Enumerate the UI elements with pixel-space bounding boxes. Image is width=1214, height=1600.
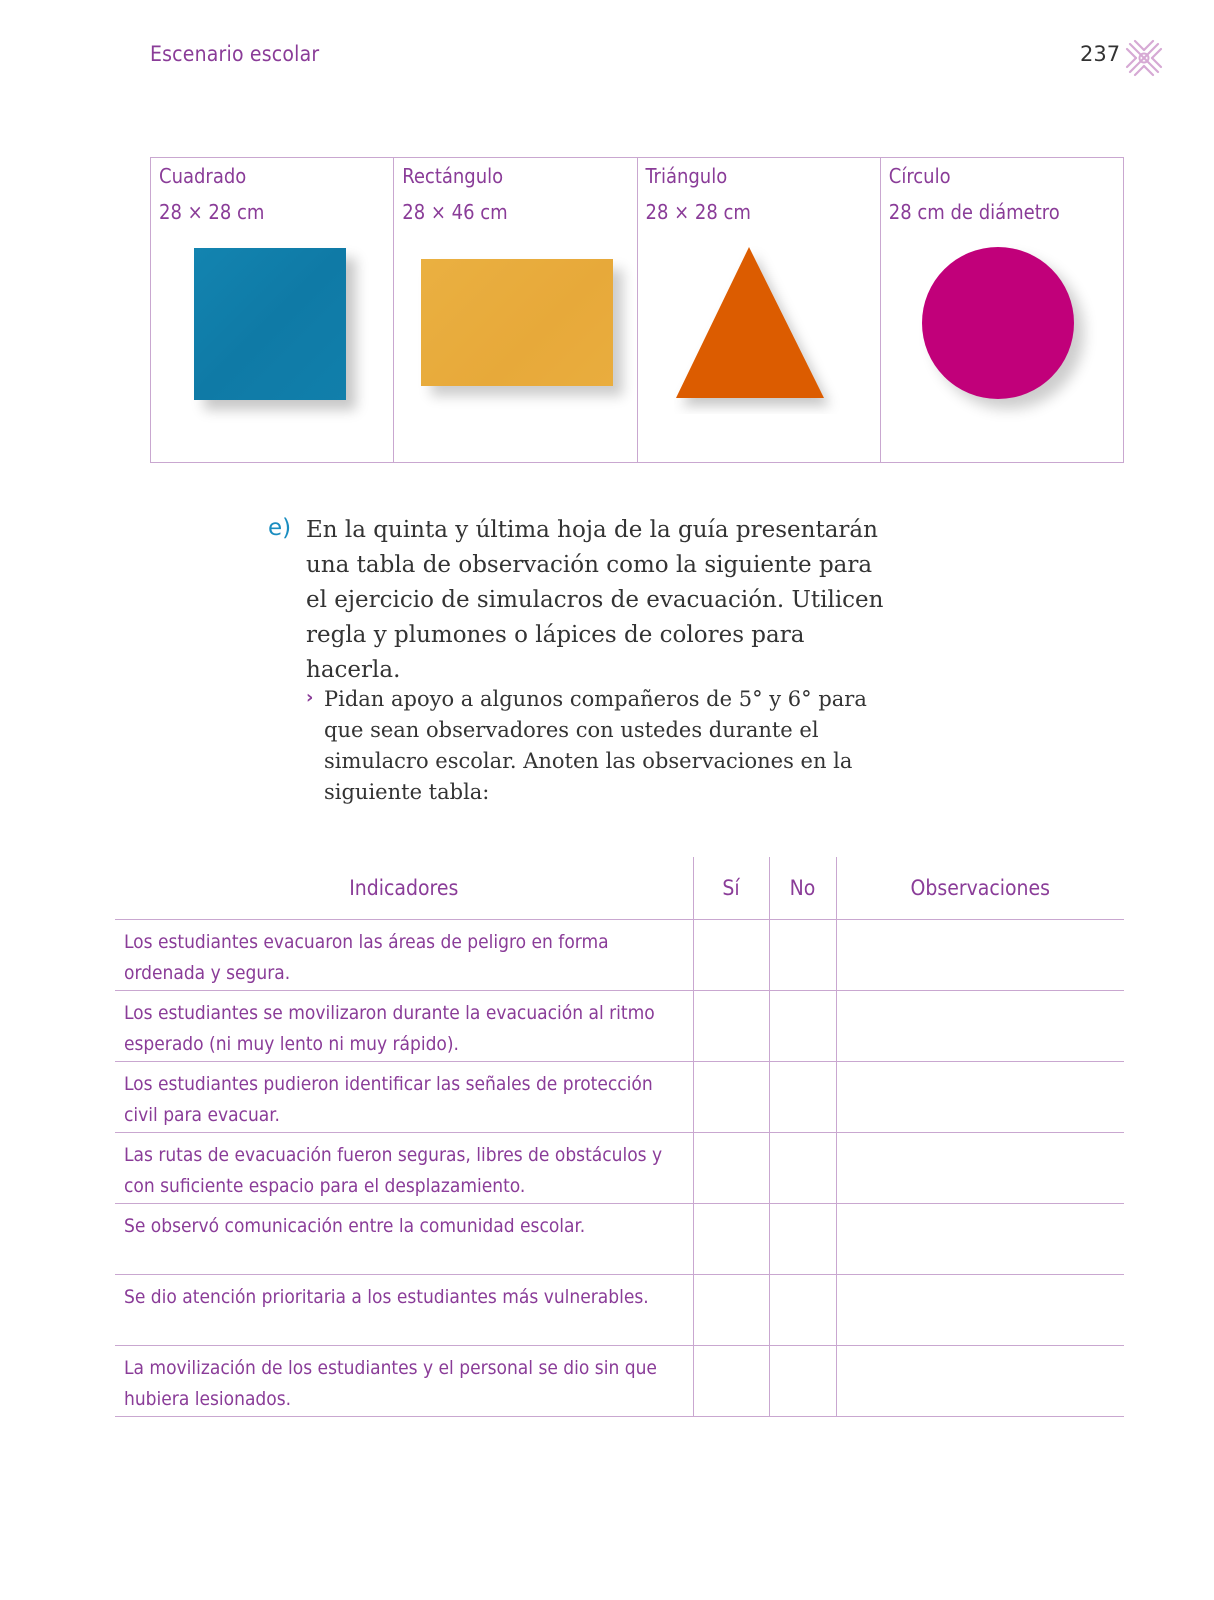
header-no: No	[769, 857, 836, 920]
magenta-circle-shape	[922, 247, 1074, 399]
shape-dimensions: 28 × 28 cm	[645, 200, 751, 224]
observations-cell[interactable]	[836, 991, 1124, 1062]
shape-cell-rectangle	[394, 158, 637, 462]
observation-table	[115, 857, 1124, 1417]
star-ornament-icon	[1124, 38, 1164, 78]
table-header-row	[115, 857, 1124, 920]
shapes-strip	[150, 157, 1124, 463]
indicator-text: Los estudiantes se movilizaron durante la evacuación al ritmo esperado (ni muy lento ni muy rápido).	[124, 1002, 655, 1055]
item-letter: e)	[268, 515, 292, 541]
si-cell[interactable]	[693, 991, 769, 1062]
indicator-text: Se observó comunicación entre la comunidad escolar.	[124, 1215, 586, 1237]
shape-name: Triángulo	[645, 164, 728, 188]
shape-name: Rectángulo	[402, 164, 504, 188]
no-cell[interactable]	[769, 991, 836, 1062]
shape-name: Círculo	[888, 164, 951, 188]
no-cell[interactable]	[769, 1062, 836, 1133]
table-row	[115, 1133, 1124, 1204]
no-cell[interactable]	[769, 1346, 836, 1417]
header-observaciones: Observaciones	[836, 857, 1124, 920]
yellow-rectangle-shape	[421, 259, 613, 386]
indicator-text: La movilización de los estudiantes y el personal se dio sin que hubiera lesionados.	[124, 1357, 657, 1410]
table-row	[115, 1204, 1124, 1275]
si-cell[interactable]	[693, 1062, 769, 1133]
table-row	[115, 1275, 1124, 1346]
si-cell[interactable]	[693, 1133, 769, 1204]
shape-cell-square	[151, 158, 394, 462]
instruction-text: En la quinta y última hoja de la guía presentarán una tabla de observación como la siguiente para el ejercicio de simulacros de evacuación. Utilicen regla y plumones o lápices de colores para hacerla.	[306, 517, 884, 683]
observations-cell[interactable]	[836, 1204, 1124, 1275]
observations-cell[interactable]	[836, 1275, 1124, 1346]
orange-triangle-shape	[674, 244, 844, 414]
indicator-text: Los estudiantes evacuaron las áreas de peligro en forma ordenada y segura.	[124, 931, 609, 984]
header-si: Sí	[693, 857, 769, 920]
no-cell[interactable]	[769, 920, 836, 991]
observations-cell[interactable]	[836, 1346, 1124, 1417]
table-row	[115, 1346, 1124, 1417]
table-row	[115, 991, 1124, 1062]
shape-dimensions: 28 × 28 cm	[159, 200, 265, 224]
bullet-chevron-icon: ›	[306, 687, 314, 708]
si-cell[interactable]	[693, 1204, 769, 1275]
shape-cell-triangle	[638, 158, 881, 462]
table-row	[115, 920, 1124, 991]
header-indicadores: Indicadores	[115, 857, 693, 920]
indicator-text: Los estudiantes pudieron identificar las señales de protección civil para evacuar.	[124, 1073, 653, 1126]
page-number: 237	[1080, 42, 1121, 66]
no-cell[interactable]	[769, 1275, 836, 1346]
si-cell[interactable]	[693, 920, 769, 991]
indicator-text: Las rutas de evacuación fueron seguras, libres de obstáculos y con suficiente espacio para el desplazamiento.	[124, 1144, 663, 1197]
shape-cell-circle	[881, 158, 1123, 462]
blue-square-shape	[194, 248, 346, 400]
shape-dimensions: 28 × 46 cm	[402, 200, 508, 224]
si-cell[interactable]	[693, 1346, 769, 1417]
no-cell[interactable]	[769, 1133, 836, 1204]
observations-cell[interactable]	[836, 1133, 1124, 1204]
table-row	[115, 1062, 1124, 1133]
indicator-text: Se dio atención prioritaria a los estudiantes más vulnerables.	[124, 1286, 649, 1308]
section-title: Escenario escolar	[150, 42, 320, 66]
si-cell[interactable]	[693, 1275, 769, 1346]
shape-dimensions: 28 cm de diámetro	[888, 200, 1060, 224]
observations-cell[interactable]	[836, 1062, 1124, 1133]
observations-cell[interactable]	[836, 920, 1124, 991]
shape-name: Cuadrado	[159, 164, 247, 188]
no-cell[interactable]	[769, 1204, 836, 1275]
instruction-bullet-text: Pidan apoyo a algunos compañeros de 5° y 6° para que sean observadores con ustedes durante el simulacro escolar. Anoten las observaciones en la siguiente tabla:	[324, 687, 867, 804]
